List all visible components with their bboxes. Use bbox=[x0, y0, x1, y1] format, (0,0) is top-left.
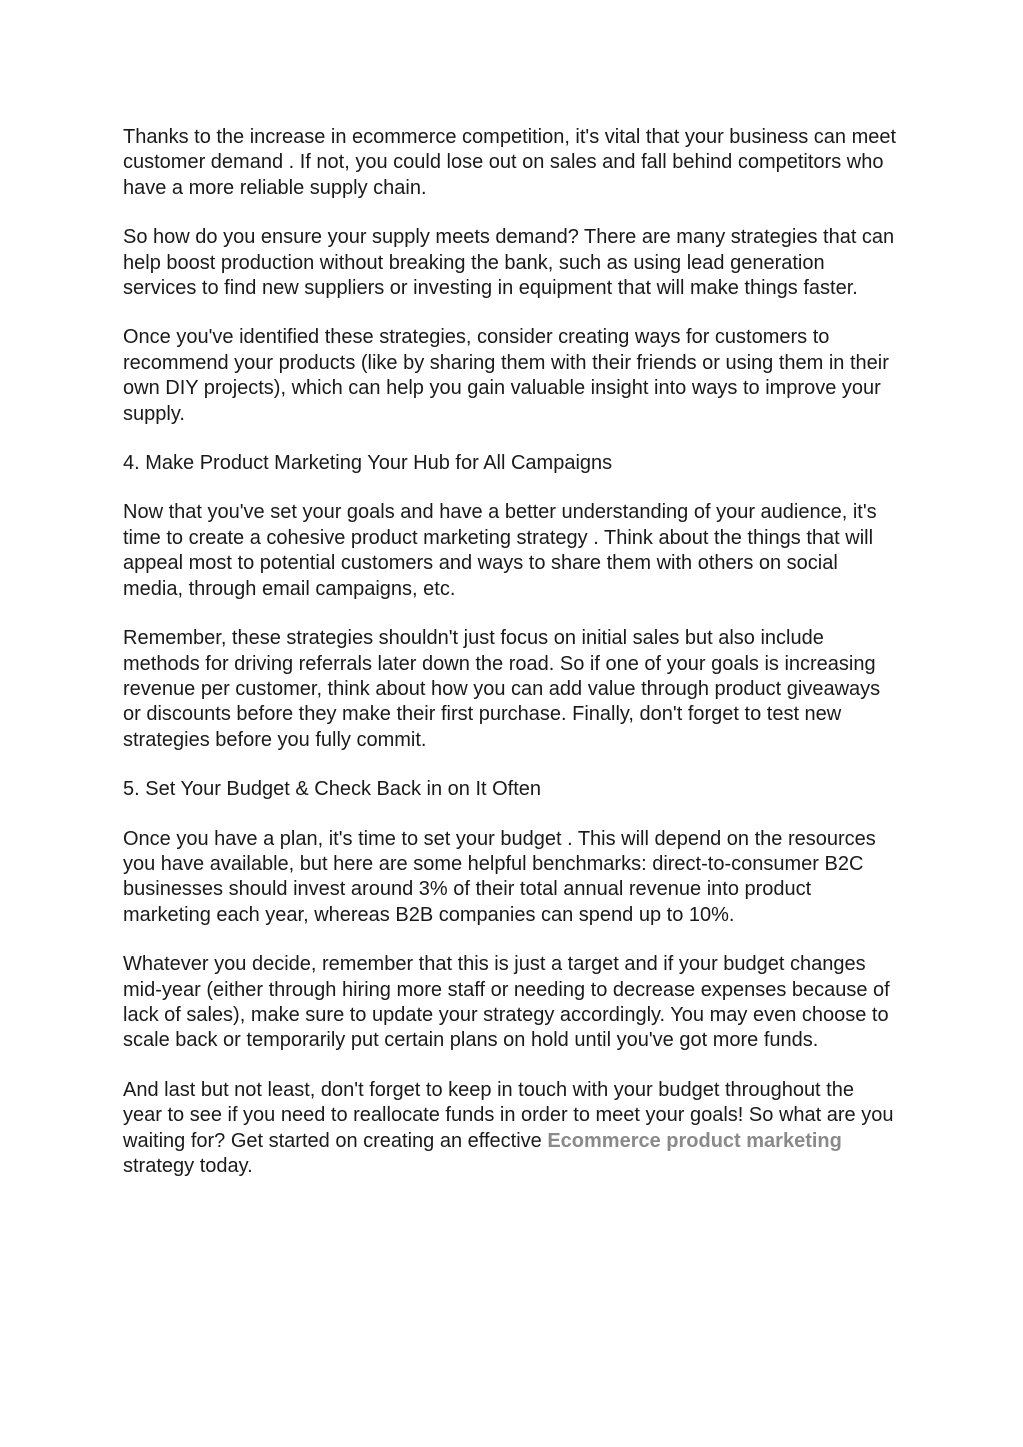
paragraph-supply-demand: Thanks to the increase in ecommerce competition, it's vital that your business can meet customer demand . If not, you could lose out on sales and fall behind competitors who have a more reliable supply chain. bbox=[123, 126, 897, 199]
paragraph-cohesive-strategy: Now that you've set your goals and have a better understanding of your audience, it's time to create a cohesive product marketing strategy . Think about the things that will appeal most to potential customers and ways to share them with others on social media, through email campaigns, etc. bbox=[123, 501, 877, 600]
paragraph-budget-changes: Whatever you decide, remember that this is just a target and if your budget changes mid-year (either through hiring more staff or needing to decrease expenses because of lack of sales), make sure to update your strategy accordingly. You may even choose to scale back or temporarily put certain plans on hold until you've got more funds. bbox=[123, 953, 890, 1052]
closing-text-end: strategy today. bbox=[123, 1155, 253, 1177]
paragraph-referrals: Remember, these strategies shouldn't just focus on initial sales but also include methods for driving referrals later down the road. So if one of your goals is increasing revenue per customer, think about how you can add value through product giveaways or discounts before they make their first purchase. Finally, don't forget to test new strategies before you fully commit. bbox=[123, 627, 881, 751]
paragraph-recommend: Once you've identified these strategies, consider creating ways for customers to recommend your products (like by sharing them with their friends or using them in their own DIY projects), which can help you gain valuable insight into ways to improve your supply. bbox=[123, 326, 889, 425]
document-body bbox=[123, 125, 898, 1203]
section-heading-4: 4. Make Product Marketing Your Hub for All Campaigns bbox=[123, 452, 613, 475]
ecommerce-product-marketing-link[interactable]: Ecommerce product marketing bbox=[547, 1129, 842, 1152]
paragraph-budget: Once you have a plan, it's time to set your budget . This will depend on the resources you have available, but here are some helpful benchmarks: direct-to-consumer B2C businesses should invest around 3% of their total annual revenue into product marketing each year, whereas B2B companies can spend up to 10%. bbox=[123, 827, 876, 926]
paragraph-closing bbox=[123, 1078, 898, 1180]
section-heading-5: 5. Set Your Budget & Check Back in on It Often bbox=[123, 778, 542, 801]
paragraph-strategies: So how do you ensure your supply meets demand? There are many strategies that can help boost production without breaking the bank, such as using lead generation services to find new suppliers or investing in equipment that will make things faster. bbox=[123, 226, 895, 300]
closing-text-start: And last but not least, don't forget to keep in touch with your budget throughout the year to see if you need to reallocate funds in order to meet your goals! So what are you waiting for? Get started on creating an effective bbox=[123, 1078, 894, 1152]
